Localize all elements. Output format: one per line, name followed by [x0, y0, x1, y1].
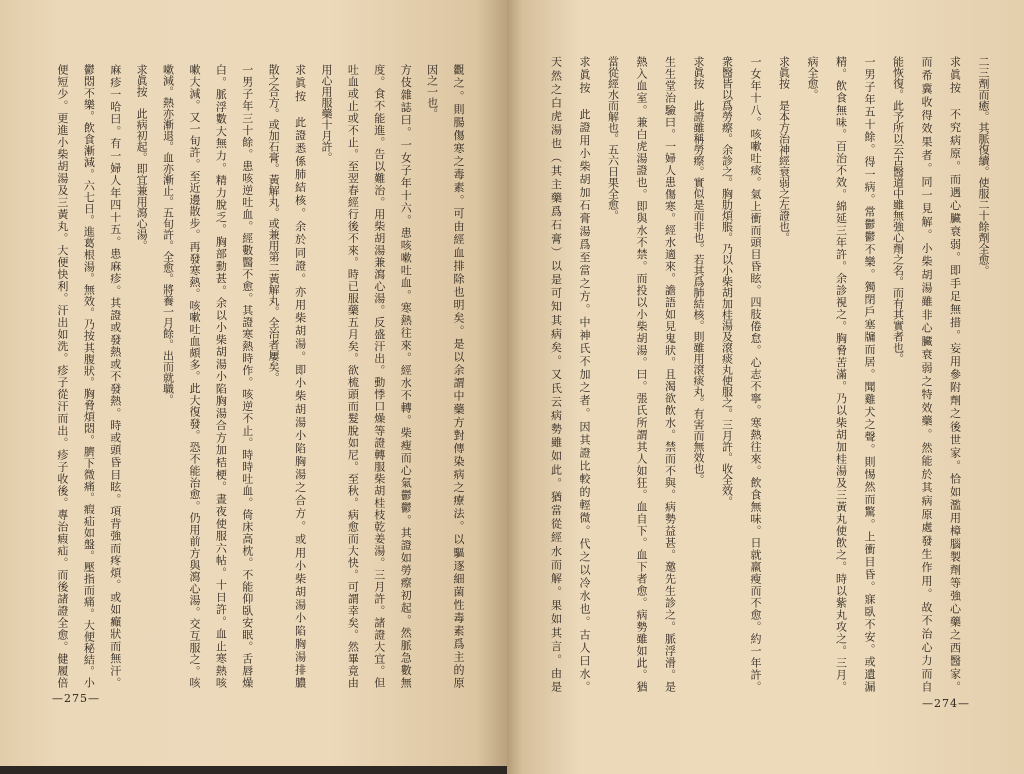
- text-column: 求眞按 此證雖稱勞瘵。實似是而非也。若其爲肺結核。則雖用滾痰丸。有害而無效也。: [692, 56, 705, 485]
- text-column: 當從經水而解也。五六日果全愈。: [606, 56, 620, 221]
- text-column: 病全愈。: [806, 56, 819, 100]
- text-column: 求眞按 此證悉係肺結核。余於同證。亦用柴胡湯。即小柴胡湯小陷胸湯之合方。或用小柴胡湯小陷胸湯排膿: [293, 64, 307, 688]
- text-column: 生生堂治驗曰。一婦人患傷寒。經水適來。譫語如見鬼狀。且渴欲飲水。禁而不與。病勢益甚。邀先生診之。脈浮滑。是: [663, 56, 677, 692]
- text-column: 二三劑而癒。其脈復續。使服二十餘劑全愈。: [977, 56, 990, 276]
- text-column: 一男子年五十餘。得一病。常鬱鬱不樂。獨閉戶塞牖而居。聞雞犬之聲。則惕然而驚。上衝目昏。寐臥不安。或遺漏: [863, 56, 876, 692]
- text-column: 而希冀收得效果者。同一見解。小柴胡湯雖非心臟衰弱之特效藥。然能於其病原處發生作用。故不治心力而自: [920, 56, 933, 692]
- text-column: 一女年十八。咳嗽吐痰。氣上衝而頭目昏眩。四肢倦怠。心志不寧。寒熱往來。飲食無味。日就羸瘦而不愈。約一年許。: [749, 56, 762, 692]
- text-column: 麻疹一哈曰。有一婦人年四十五。患麻疹。其證或發熱或不發熱。時或頭昏目眩。項背強而疼煩。或如癲狀而無汗。: [108, 64, 122, 688]
- text-column: 熱入血室。兼白虎湯證也。即與水不禁。而投以小柴胡湯。曰。張氏所謂其人如狂。血自下。血下者愈。病勢雖如此。猶: [635, 56, 648, 692]
- text-column: 求眞按 此病初起。即宜兼用瀉心湯。: [135, 64, 149, 251]
- text-column: 便短少。更進小柴胡湯及三黃丸。大便快利。汗出如洗。疹子從汗而出。疹子收後。專治瘕疝。而後諸證全愈。健履倍: [55, 64, 69, 688]
- text-column: 衆醫皆以爲勞瘵。余診之。胸肋煩脹。乃以小柴胡加桂湯及滾痰丸使服之。三月許。收全效。: [720, 56, 734, 507]
- text-column: 一男子年三十餘。患咳逆吐血。經數醫不愈。其證寒熱時作。咳逆不止。時時吐血。倚床高枕。不能仰臥安眠。舌唇燥: [240, 64, 254, 688]
- text-column: 精。飲食無味。百治不效。綿延三年許。余診視之。胸脅苦滿。乃以柴胡加桂湯及三黃丸使飲之。時以紫丸攻之。三月。: [834, 56, 848, 692]
- text-column: 求眞按 是本方治神經衰弱之左證也。: [777, 56, 791, 243]
- text-column: 觀之。則腸傷寒之毒素。可由經血排除也明矣。是以余謂中藥方對傳染病之療法。以驅逐細菌性毒素爲主的原: [452, 64, 465, 688]
- text-column: 能恢復。此予所以云古醫道中雖無強心劑之名。而有其實者也。: [891, 56, 905, 364]
- text-column: 散之合方。或加石膏。黃解丸。或兼用第二黃解丸。全治者屢矣。: [267, 64, 281, 383]
- text-column: 鬱悶不樂。飲食漸減。六七日。進葛根湯。無效。乃按其腹狀。胸脅煩悶。臍下微痛。瘕疝如盤。壓指而痛。大便秘結。小: [82, 64, 96, 688]
- text-column: 求眞按 不究病原。而遇心臟衰弱。即手足無措。妄用參附劑之後世家。恰如濫用樟腦製劑等強心藥之西醫家。: [948, 56, 962, 692]
- page-text-block: [541, 56, 997, 692]
- text-column: 用心用服藥十月許。: [319, 64, 333, 163]
- text-column: 吐血或止或不止。至翌春經行後不來。時已服藥五月矣。欲梳頭而髮脫如尼。至秋。病愈而大快。可謂幸矣。然畢竟由: [346, 64, 360, 688]
- text-column: 求眞按 此證用小柴胡加石膏湯爲至當之方。中神氏不加之者。因其證比較的輕微。代之以冷水也。古人曰水。: [578, 56, 591, 692]
- page-text-block: [48, 64, 471, 688]
- book-page-left: [0, 0, 507, 766]
- page-number: —274—: [922, 697, 970, 710]
- text-column: 嗽大減。又一旬許。至近邊散步。再發寒熱。咳嗽吐血頗多。此大復發。恐不能治愈。仍用前方與瀉心湯。交互服之。咳: [187, 64, 201, 688]
- text-column: 方伎雜誌曰。一女子年十六。患咳嗽吐血。寒熱往來。經水不轉。柴瘦而心氣鬱鬱。其證如勞瘵初起。然脈急數無: [399, 64, 413, 688]
- text-column: 因之一也。: [425, 64, 439, 119]
- page-number: —275—: [52, 692, 100, 705]
- text-column: 嗽減。熱亦漸退。血亦漸止。五旬許。全愈。將養一月餘。出而就職。: [161, 64, 175, 405]
- text-column: 白。脈浮數大無力。精力脫乏。胸部動甚。余以小柴胡湯小陷胸湯合方加桔梗。晝夜使服六帖。十日許。血止寒熱咳: [214, 64, 228, 688]
- text-column: 天然之白虎湯也（其主藥爲石膏）以是可知其病矣。又氏云病勢雖如此。猶當從經水而解。果如其言。由是: [549, 56, 563, 692]
- text-column: 度。食不能進。告以難治。用柴胡湯兼瀉心湯。反盛汗出。動悸口燥等證轉服柴胡桂枝乾姜湯。三月許。諸證大宜。但: [372, 64, 386, 688]
- book-page-right: [507, 0, 1024, 774]
